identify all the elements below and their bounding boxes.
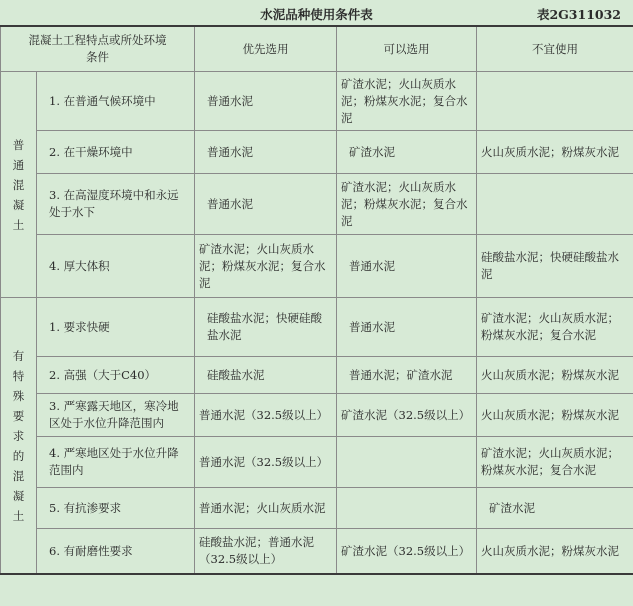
header-allowed: 可以选用: [337, 26, 477, 72]
row-unsuitable: 矿渣水泥；火山灰质水泥；粉煤灰水泥；复合水泥: [477, 437, 633, 488]
group-label-ordinary: 普通混凝土: [1, 72, 37, 298]
row-condition: 4. 严寒地区处于水位升降范围内: [37, 437, 195, 488]
cement-usage-table: [0, 25, 633, 575]
row-condition: 3. 在高湿度环境中和永远处于水下: [37, 174, 195, 235]
row-condition: 2. 在干燥环境中: [37, 131, 195, 174]
table-title: 水泥品种使用条件表: [260, 7, 373, 22]
row-preferred: 普通水泥: [195, 72, 337, 131]
row-condition: 6. 有耐磨性要求: [37, 529, 195, 575]
row-allowed: 普通水泥: [337, 298, 477, 357]
row-unsuitable: 矿渣水泥；火山灰质水泥；粉煤灰水泥；复合水泥: [477, 298, 633, 357]
table-code: 表2G311032: [536, 7, 621, 22]
table-row: [1, 437, 633, 488]
row-condition: 3. 严寒露天地区，寒冷地区处于水位升降范围内: [37, 394, 195, 437]
header-row: [1, 26, 633, 72]
header-unsuitable: 不宜使用: [477, 26, 633, 72]
row-allowed: 矿渣水泥；火山灰质水泥；粉煤灰水泥；复合水泥: [337, 174, 477, 235]
row-allowed: 矿渣水泥（32.5级以上）: [337, 529, 477, 575]
row-unsuitable: 火山灰质水泥；粉煤灰水泥: [477, 394, 633, 437]
row-allowed: [337, 488, 477, 529]
group-label-special: 有特殊要求的混凝土: [1, 298, 37, 575]
row-unsuitable: 硅酸盐水泥；快硬硅酸盐水泥: [477, 235, 633, 298]
row-unsuitable: 矿渣水泥: [477, 488, 633, 529]
row-preferred: 硅酸盐水泥；快硬硅酸盐水泥: [195, 298, 337, 357]
row-unsuitable: [477, 72, 633, 131]
table-row: [1, 174, 633, 235]
row-preferred: 硅酸盐水泥；普通水泥（32.5级以上）: [195, 529, 337, 575]
row-allowed: 普通水泥: [337, 235, 477, 298]
row-allowed: 普通水泥；矿渣水泥: [337, 357, 477, 394]
table-row: [1, 235, 633, 298]
table-row: [1, 394, 633, 437]
row-preferred: 普通水泥（32.5级以上）: [195, 394, 337, 437]
row-allowed: 矿渣水泥；火山灰质水泥；粉煤灰水泥；复合水泥: [337, 72, 477, 131]
row-allowed: [337, 437, 477, 488]
row-condition: 4. 厚大体积: [37, 235, 195, 298]
table-row: [1, 488, 633, 529]
row-unsuitable: 火山灰质水泥；粉煤灰水泥: [477, 529, 633, 575]
row-allowed: 矿渣水泥: [337, 131, 477, 174]
table-row: [1, 131, 633, 174]
table-row: [1, 529, 633, 575]
row-preferred: 普通水泥（32.5级以上）: [195, 437, 337, 488]
row-unsuitable: [477, 174, 633, 235]
table-row: [1, 357, 633, 394]
row-preferred: 矿渣水泥；火山灰质水泥；粉煤灰水泥；复合水泥: [195, 235, 337, 298]
table-row: [1, 298, 633, 357]
row-preferred: 普通水泥；火山灰质水泥: [195, 488, 337, 529]
header-preferred: 优先选用: [195, 26, 337, 72]
row-allowed: 矿渣水泥（32.5级以上）: [337, 394, 477, 437]
row-preferred: 硅酸盐水泥: [195, 357, 337, 394]
row-preferred: 普通水泥: [195, 131, 337, 174]
header-condition: 混凝土工程特点或所处环境条件: [1, 26, 195, 72]
row-unsuitable: 火山灰质水泥；粉煤灰水泥: [477, 131, 633, 174]
row-unsuitable: 火山灰质水泥；粉煤灰水泥: [477, 357, 633, 394]
row-condition: 1. 在普通气候环境中: [37, 72, 195, 131]
row-condition: 1. 要求快硬: [37, 298, 195, 357]
table-row: [1, 72, 633, 131]
row-preferred: 普通水泥: [195, 174, 337, 235]
row-condition: 2. 高强（大于C40）: [37, 357, 195, 394]
row-condition: 5. 有抗渗要求: [37, 488, 195, 529]
